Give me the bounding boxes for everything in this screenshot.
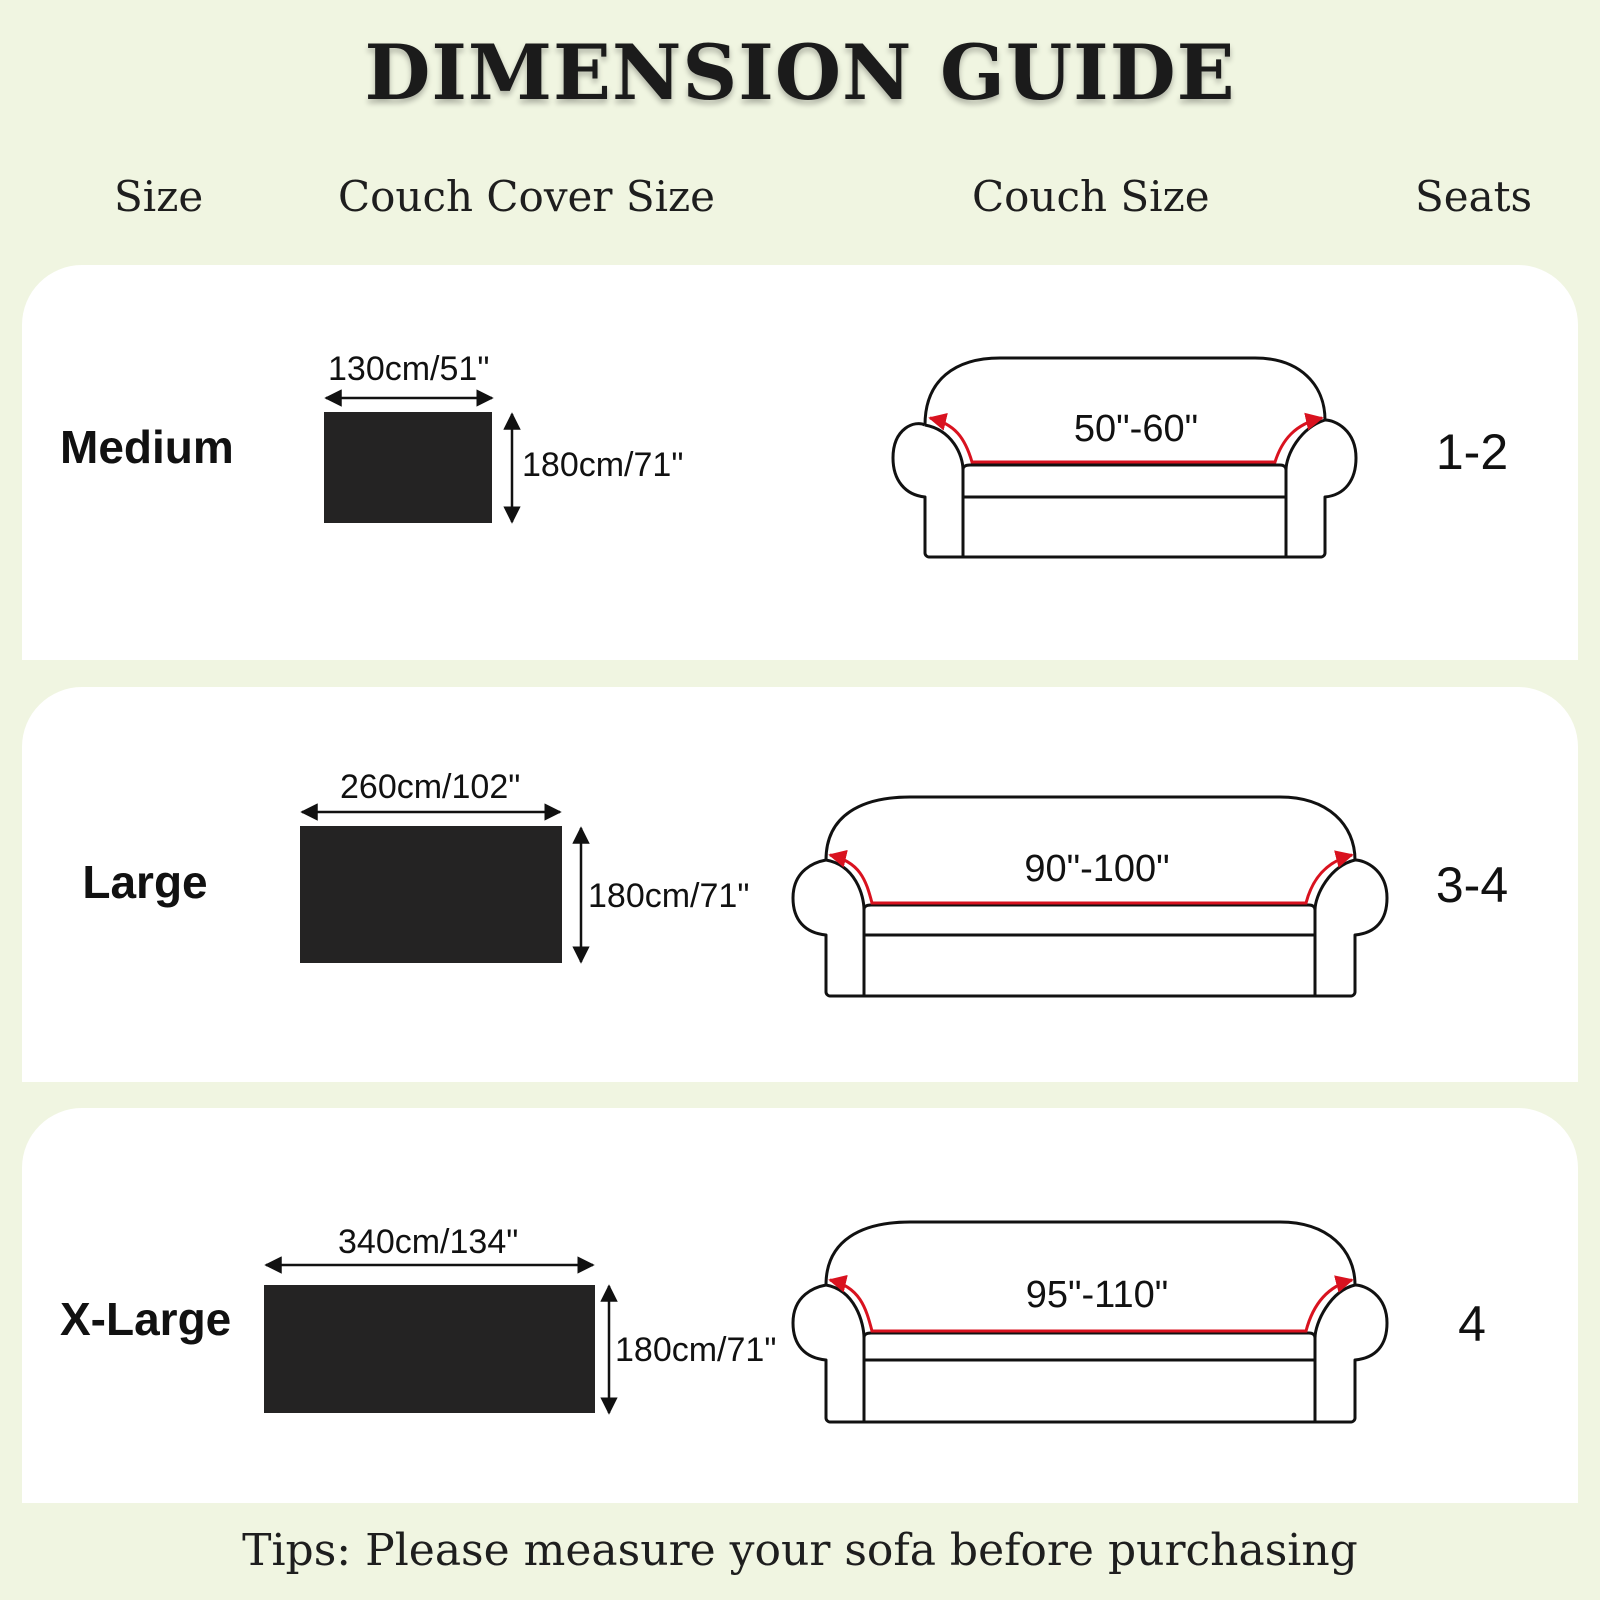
cover-length-large: 180cm/71" (588, 877, 750, 915)
header-size: Size (114, 172, 204, 221)
measure-line-large (830, 855, 1352, 903)
header-cover-size: Couch Cover Size (338, 172, 716, 221)
size-label-large: Large (82, 856, 208, 908)
measure-line-xlarge (830, 1280, 1352, 1331)
measure-line-medium (930, 418, 1322, 462)
cover-width-large: 260cm/102" (340, 768, 521, 806)
couch-medium (893, 358, 1356, 557)
size-label-medium: Medium (60, 421, 234, 473)
cover-length-xlarge: 180cm/71" (615, 1331, 777, 1369)
size-label-xlarge: X-Large (60, 1293, 232, 1345)
seats-medium: 1-2 (1435, 424, 1509, 480)
couch-size-large: 90"-100" (1024, 848, 1170, 890)
couch-size-xlarge: 95"-110" (1025, 1274, 1169, 1316)
page-title: DIMENSION GUIDE (364, 28, 1236, 117)
tips-text: Tips: Please measure your sofa before purchasing (242, 1525, 1358, 1576)
couch-size-medium: 50"-60" (1073, 408, 1199, 450)
cover-width-medium: 130cm/51" (328, 350, 490, 388)
seats-large: 3-4 (1435, 857, 1509, 913)
header-seats: Seats (1415, 172, 1533, 221)
couch-xlarge (793, 1222, 1387, 1422)
cover-width-xlarge: 340cm/134" (338, 1223, 519, 1261)
couch-large (793, 797, 1387, 996)
seats-xlarge: 4 (1458, 1296, 1486, 1352)
cover-length-medium: 180cm/71" (522, 446, 684, 484)
header-couch-size: Couch Size (972, 172, 1210, 221)
